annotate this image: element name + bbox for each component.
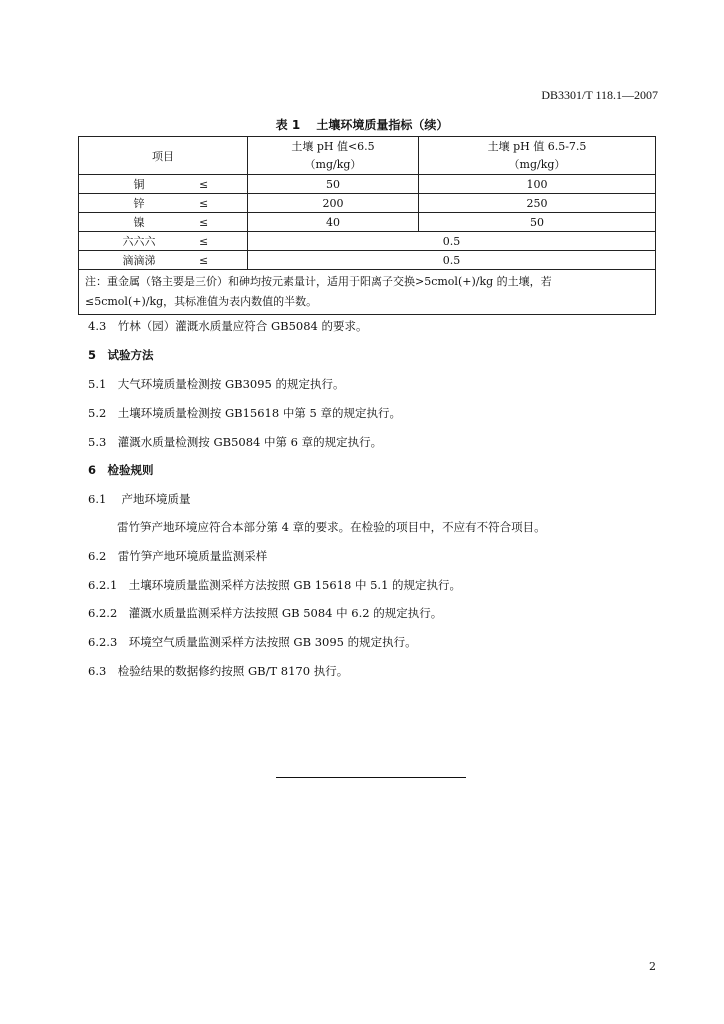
row-item-cell: [79, 175, 248, 194]
table-note-line1: 注：重金属（铬主要是三价）和砷均按元素量计，适用于阳离子交换>5cmol(+)/kg 的土壤，若: [85, 275, 552, 288]
table-note: [79, 270, 656, 315]
clause-6-1-body: 雷竹笋产地环境应符合本部分第 4 章的要求。在检验的项目中，不应有不符合项目。: [117, 520, 546, 534]
table-row: [79, 232, 656, 251]
clause-6-2-3: 6.2.3 环境空气质量监测采样方法按照 GB 3095 的规定执行。: [88, 635, 417, 649]
table-row: [79, 194, 656, 213]
table-row: [79, 251, 656, 270]
clause-6-3: 6.3 检验结果的数据修约按照 GB/T 8170 执行。: [88, 664, 349, 678]
row-item-symbol: ≤: [199, 235, 209, 248]
row-value-merged: 0.5: [248, 251, 656, 270]
row-item-cell: [79, 194, 248, 213]
row-item-cell: [79, 232, 248, 251]
clause-6-2-2: 6.2.2 灌溉水质量监测采样方法按照 GB 5084 中 6.2 的规定执行。: [88, 606, 443, 620]
row-item-name: 铜: [133, 178, 145, 191]
clause-5-2: 5.2 土壤环境质量检测按 GB15618 中第 5 章的规定执行。: [88, 406, 401, 420]
table-note-line2: ≤5cmol(+)/kg，其标准值为表内数值的半数。: [85, 295, 318, 308]
section-5-heading: 5 试验方法: [88, 348, 154, 362]
row-item-name: 滴滴涕: [122, 254, 156, 267]
row-item-name: 镍: [133, 216, 145, 229]
row-item-name: 锌: [133, 197, 145, 210]
table-note-row: [79, 270, 656, 315]
row-item-cell: [79, 213, 248, 232]
header-ph-below-6-5: [248, 137, 419, 175]
table-row: [79, 213, 656, 232]
row-item-symbol: ≤: [199, 178, 209, 191]
table-header-row: [79, 137, 656, 175]
clause-4-3: 4.3 竹林（园）灌溉水质量应符合 GB5084 的要求。: [88, 319, 368, 333]
page-number: 2: [649, 960, 656, 973]
document-id: DB3301/T 118.1—2007: [541, 88, 658, 102]
row-item-cell: [79, 251, 248, 270]
row-value-col1: 40: [248, 213, 419, 232]
clause-6-1: 6.1 产地环境质量: [88, 492, 191, 506]
header-col1-unit: （mg/kg）: [304, 157, 362, 171]
clause-5-1: 5.1 大气环境质量检测按 GB3095 的规定执行。: [88, 377, 345, 391]
row-value-col2: 250: [419, 194, 656, 213]
row-value-col2: 100: [419, 175, 656, 194]
row-item-symbol: ≤: [199, 197, 209, 210]
table-title: 表 1 土壤环境质量指标（续）: [275, 118, 449, 132]
clause-6-2: 6.2 雷竹笋产地环境质量监测采样: [88, 549, 268, 563]
row-value-col1: 50: [248, 175, 419, 194]
clause-5-3: 5.3 灌溉水质量检测按 GB5084 中第 6 章的规定执行。: [88, 435, 383, 449]
end-rule: [276, 777, 466, 778]
row-value-col2: 50: [419, 213, 656, 232]
clause-6-2-1: 6.2.1 土壤环境质量监测采样方法按照 GB 15618 中 5.1 的规定执行。: [88, 578, 462, 592]
header-col2-line1: 土壤 pH 值 6.5-7.5: [487, 139, 587, 153]
header-item: 项目: [79, 137, 248, 175]
row-item-symbol: ≤: [199, 216, 209, 229]
row-value-col1: 200: [248, 194, 419, 213]
header-ph-6-5-7-5: [419, 137, 656, 175]
soil-quality-table: [78, 136, 656, 315]
header-col2-unit: （mg/kg）: [508, 157, 566, 171]
row-item-symbol: ≤: [199, 254, 209, 267]
section-6-heading: 6 检验规则: [88, 463, 154, 477]
header-col1-line1: 土壤 pH 值<6.5: [291, 139, 375, 153]
table-row: [79, 175, 656, 194]
row-item-name: 六六六: [122, 235, 156, 248]
row-value-merged: 0.5: [248, 232, 656, 251]
